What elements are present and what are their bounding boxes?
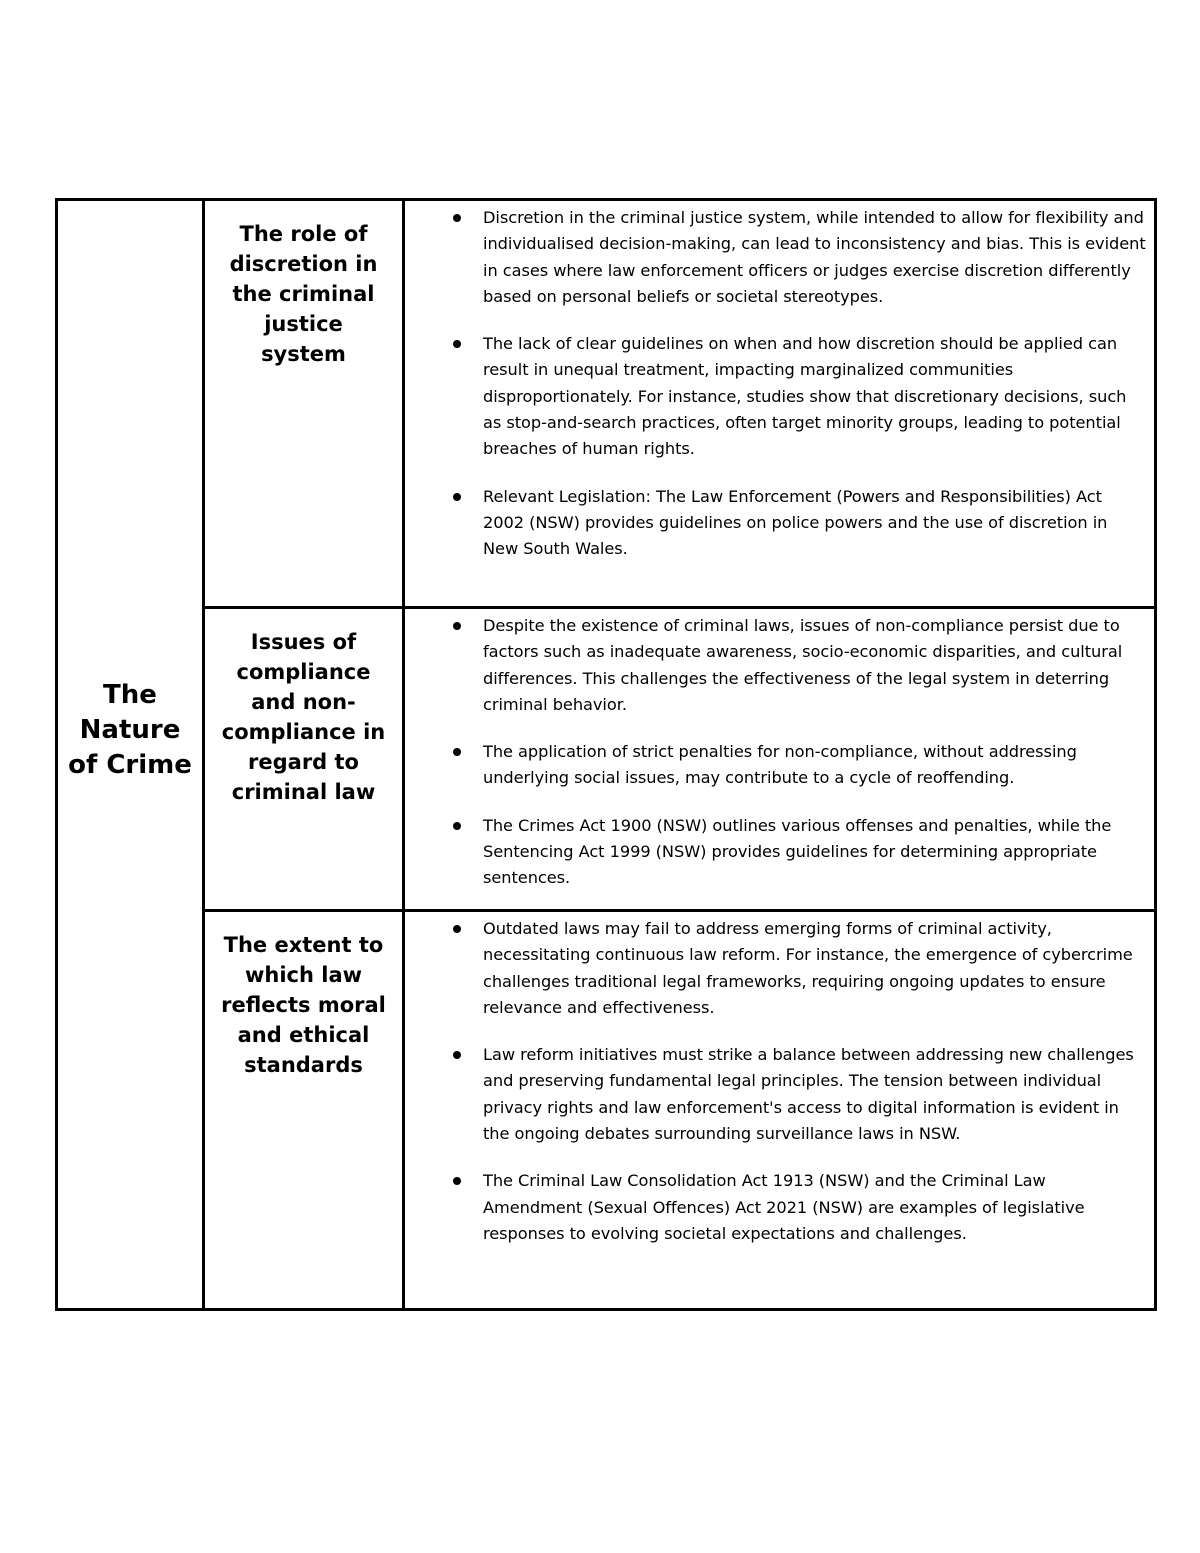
list-item (405, 813, 1146, 892)
table-row (205, 912, 1154, 1308)
bullet-icon (453, 214, 461, 222)
bullet-icon (453, 822, 461, 830)
notes-table (55, 198, 1157, 1311)
table-row (205, 609, 1154, 912)
topic-heading: The role of discretion in the criminal justice system (229, 222, 378, 366)
list-item-text: Discretion in the criminal justice system, while intended to allow for flexibility and individualised decision-making, can lead to inconsistency and bias. This is evident in cases where law enforcement officers or judges exercise discretion differently based on personal beliefs or societal stereotypes. (483, 208, 1146, 306)
topic-heading: Issues of compliance and non-compliance in regard to criminal law (221, 630, 386, 804)
list-item (405, 331, 1146, 462)
list-item (405, 1168, 1146, 1247)
topic-heading: The extent to which law reflects moral and ethical standards (221, 933, 386, 1077)
list-item-text: The Criminal Law Consolidation Act 1913 (NSW) and the Criminal Law Amendment (Sexual Offences) Act 2021 (NSW) are examples of legislative responses to evolving societal expectations and challenges. (483, 1171, 1085, 1243)
bullet-icon (453, 1051, 461, 1059)
list-item-text: Despite the existence of criminal laws, issues of non-compliance persist due to factors such as inadequate awareness, socio-economic disparities, and cultural differences. This challenges the effectiveness of the legal system in deterring criminal behavior. (483, 616, 1123, 714)
bullet-icon (453, 340, 461, 348)
list-item (405, 916, 1146, 1021)
list-item-text: Outdated laws may fail to address emerging forms of criminal activity, necessitating continuous law reform. For instance, the emergence of cybercrime challenges traditional legal frameworks, requiring ongoing updates to ensure relevance and effectiveness. (483, 919, 1133, 1017)
topic-cell (205, 201, 405, 606)
list-item-text: Relevant Legislation: The Law Enforcement (Powers and Responsibilities) Act 2002 (NSW) provides guidelines on police powers and the use of discretion in New South Wales. (483, 486, 1108, 559)
bullet-list (405, 201, 1154, 584)
bullet-icon (453, 1177, 461, 1185)
bullet-icon (453, 493, 461, 501)
list-item-text: The application of strict penalties for non-compliance, without addressing underlying social issues, may contribute to a cycle of reoffending. (483, 742, 1077, 788)
bullet-list (405, 609, 1154, 913)
main-heading-cell (58, 201, 205, 1308)
list-item (405, 1042, 1146, 1147)
list-item-text: The lack of clear guidelines on when and how discretion should be applied can result in unequal treatment, impacting marginalized communities disproportionately. For instance, studies show that discretionary decisions, such as stop-and-search practices, often target minority groups, leading to potential breaches of human rights. (483, 334, 1127, 459)
list-item (405, 613, 1146, 718)
list-item (405, 205, 1146, 310)
bullet-icon (453, 925, 461, 933)
bullet-icon (453, 622, 461, 630)
topic-cell (205, 912, 405, 1308)
list-item-text: The Crimes Act 1900 (NSW) outlines various offenses and penalties, while the Sentencing Act 1999 (NSW) provides guidelines for determining appropriate sentences. (483, 815, 1112, 888)
topic-cell (205, 609, 405, 909)
table-row (205, 201, 1154, 609)
bullet-icon (453, 748, 461, 756)
list-item (405, 739, 1146, 792)
main-heading: The Nature of Crime (68, 680, 192, 780)
list-item (405, 484, 1146, 563)
list-item-text: Law reform initiatives must strike a balance between addressing new challenges and preserving fundamental legal principles. The tension between individual privacy rights and law enforcement's access to digital information is evident in the ongoing debates surrounding surveillance laws in NSW. (483, 1045, 1134, 1144)
bullet-list (405, 912, 1154, 1268)
